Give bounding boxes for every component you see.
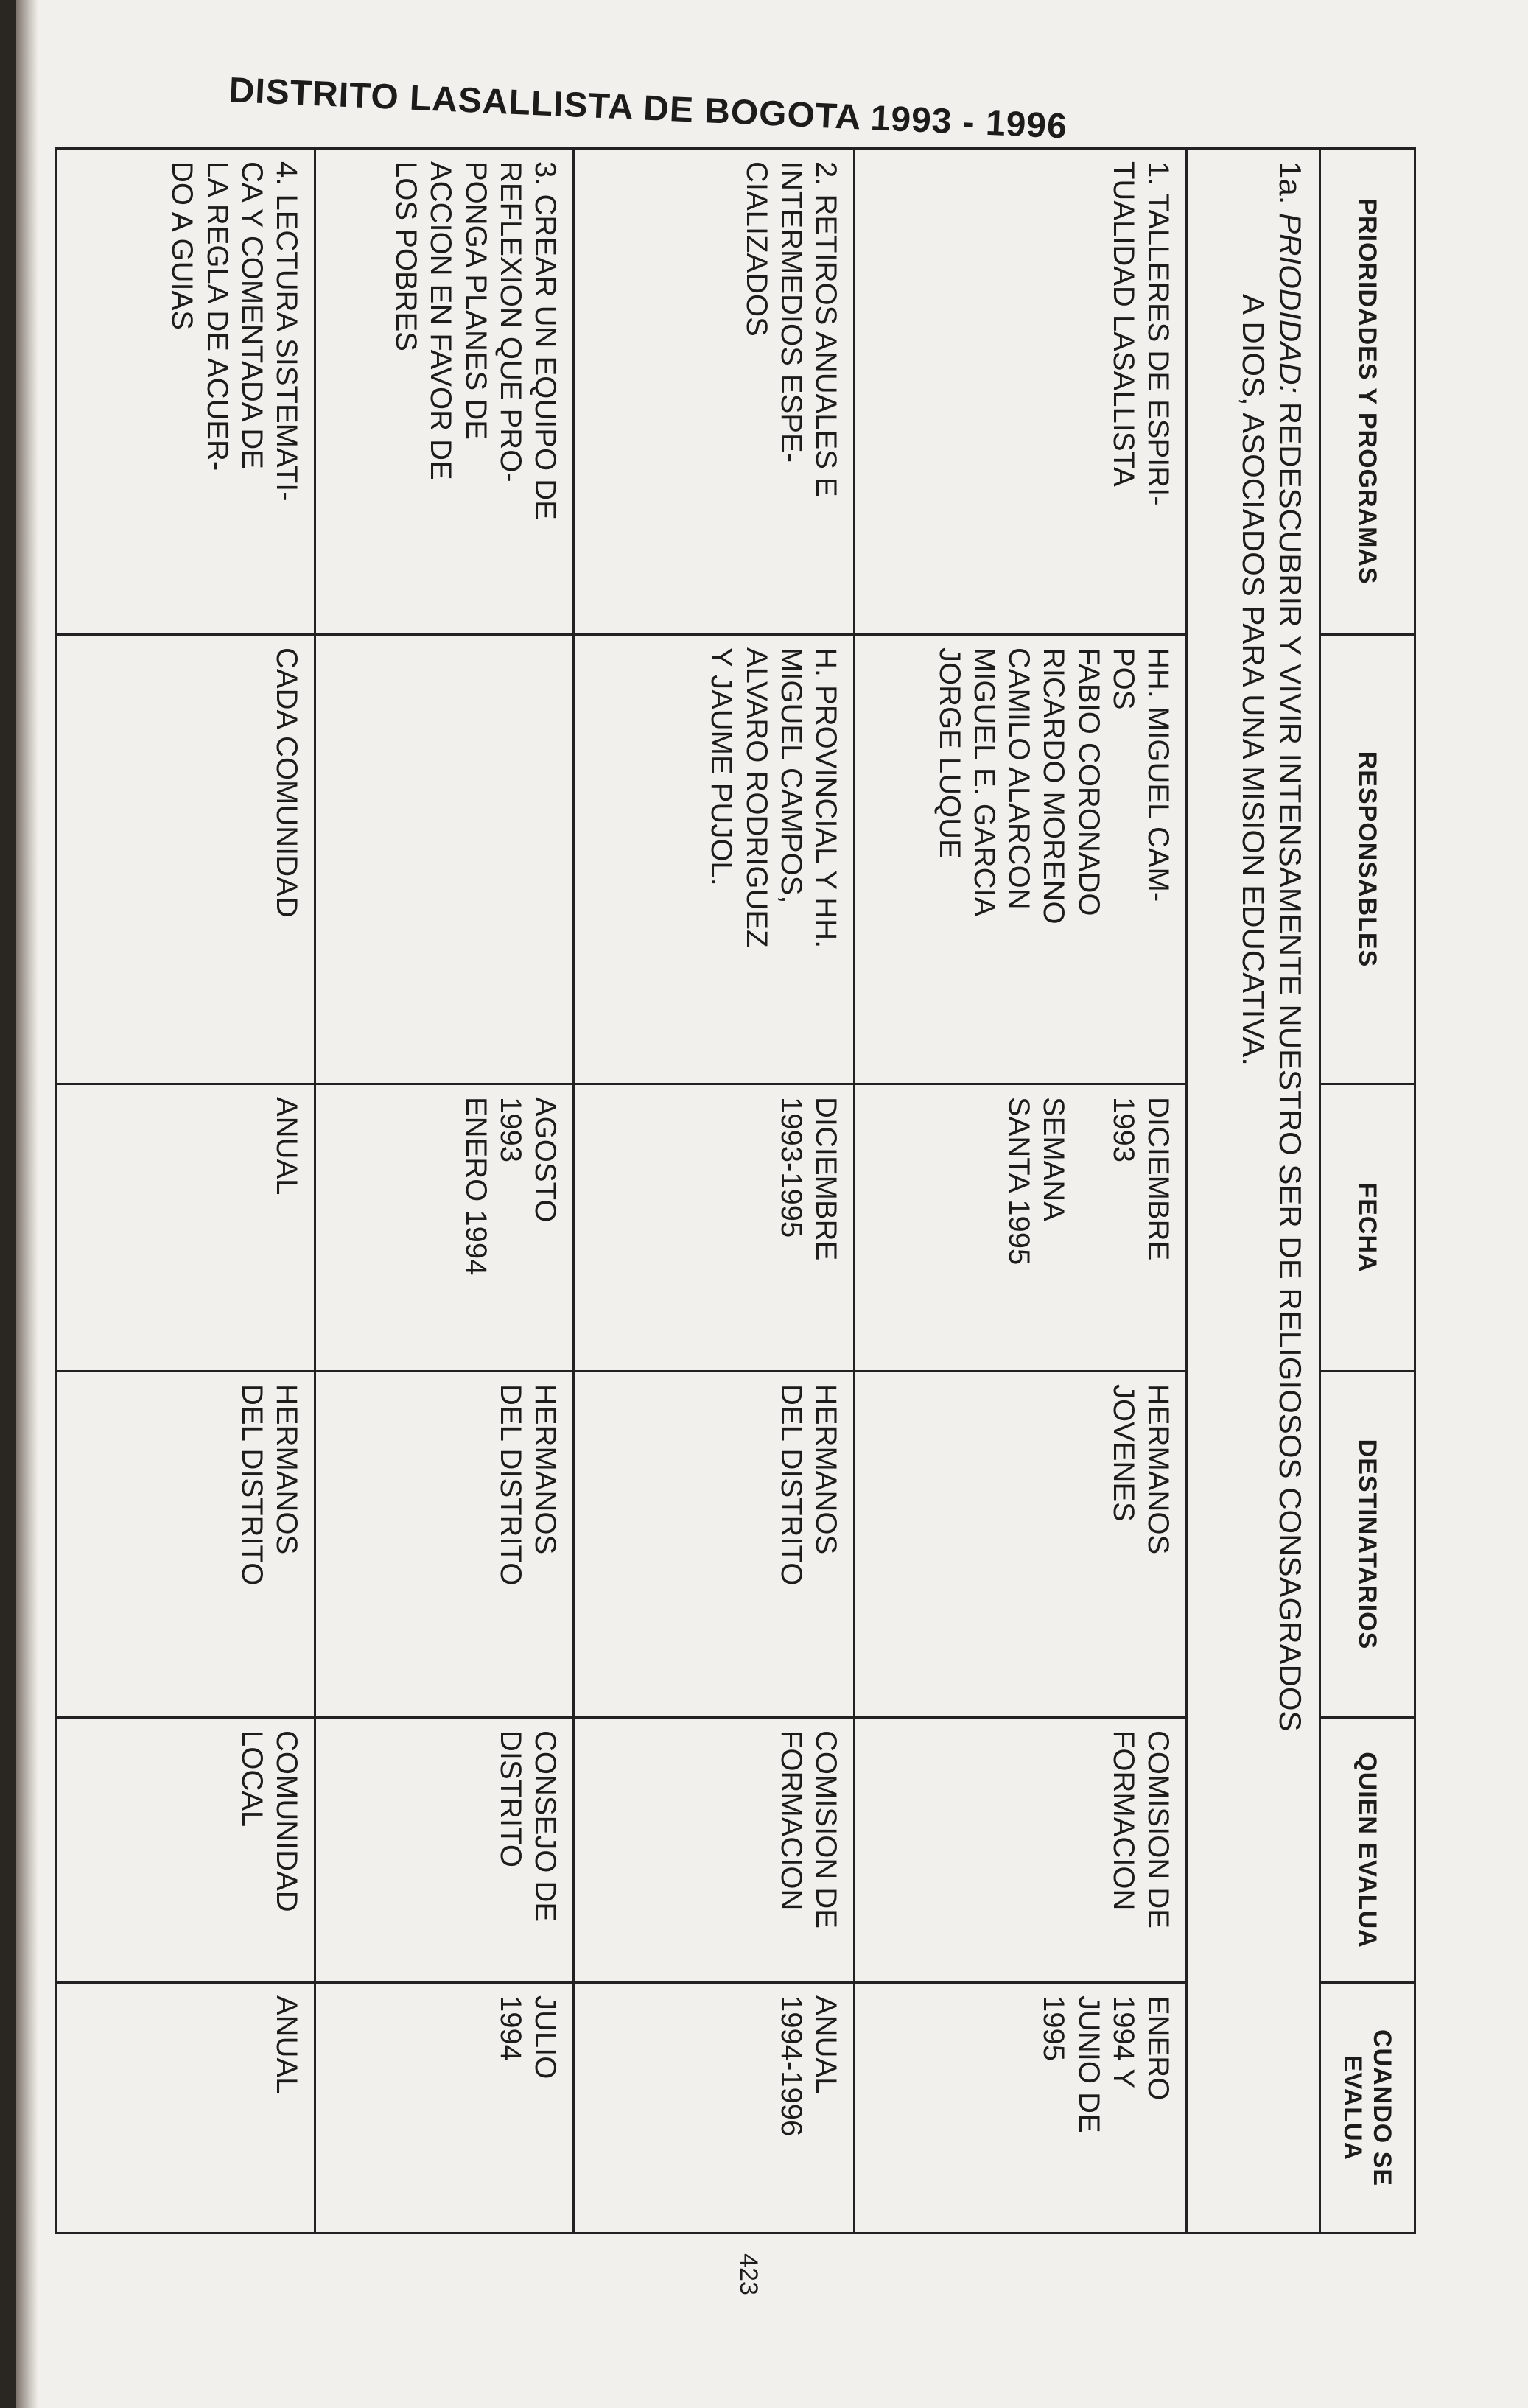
quien-evalua-cell: COMISION DE FORMACION — [855, 1718, 1187, 1983]
fecha-cell: AGOSTO 1993 ENERO 1994 — [315, 1084, 574, 1372]
cuando-evalua-cell: ANUAL — [57, 1983, 315, 2233]
quien-evalua-cell: COMUNIDAD LOCAL — [57, 1718, 315, 1983]
book-spine-shadow — [16, 0, 38, 2408]
table-row — [315, 149, 574, 2233]
quien-evalua-cell: COMISION DE FORMACION — [574, 1718, 855, 1983]
priority-text-line2: A DIOS, ASOCIADOS PARA UNA MISION EDUCATIVA. — [1236, 294, 1272, 1066]
fecha-cell: DICIEMBRE 1993-1995 — [574, 1084, 855, 1372]
book-page — [16, 0, 1528, 2408]
priority-row — [1187, 149, 1320, 2233]
header-fecha: FECHA — [1320, 1084, 1415, 1372]
header-quien-evalua: QUIEN EVALUA — [1320, 1718, 1415, 1983]
rotated-table-container — [83, 147, 1416, 2232]
responsables-cell: H. PROVINCIAL Y HH. MIGUEL CAMPOS, ALVARO RODRIGUEZ Y JAUME PUJOL. — [574, 635, 855, 1084]
destinatarios-cell: HERMANOS JOVENES — [855, 1372, 1187, 1718]
destinatarios-cell: HERMANOS DEL DISTRITO — [315, 1372, 574, 1718]
program-cell: 2. RETIROS ANUALES E INTERMEDIOS ESPE- CIALIZADOS — [574, 149, 855, 635]
responsables-cell: CADA COMUNIDAD — [57, 635, 315, 1084]
page-heading: DISTRITO LASALLISTA DE BOGOTA 1993 - 1996 — [228, 70, 1068, 147]
program-cell: 1. TALLERES DE ESPIRI- TUALIDAD LASALLISTA — [855, 149, 1187, 635]
header-responsables: RESPONSABLES — [1320, 635, 1415, 1084]
cuando-evalua-cell: ENERO 1994 Y JUNIO DE 1995 — [855, 1983, 1187, 2233]
header-programs: PRIORIDADES Y PROGRAMAS — [1320, 149, 1415, 635]
table-row — [574, 149, 855, 2233]
fecha-cell: ANUAL — [57, 1084, 315, 1372]
program-cell: 4. LECTURA SISTEMATI- CA Y COMENTADA DE LA REGLA DE ACUER- DO A GUIAS — [57, 149, 315, 635]
header-cuando-evalua: CUANDO SE EVALUA — [1320, 1983, 1415, 2233]
table-row — [57, 149, 315, 2233]
priority-text-line1: REDESCUBRIR Y VIVIR INTENSAMENTE NUESTRO SER DE RELIGIOSOS CONSAGRADOS — [1273, 401, 1308, 1732]
cuando-evalua-cell: ANUAL 1994-1996 — [574, 1983, 855, 2233]
page-number: 423 — [734, 2253, 763, 2295]
quien-evalua-cell: CONSEJO DE DISTRITO — [315, 1718, 574, 1983]
fecha-cell: DICIEMBRE 1993 SEMANA SANTA 1995 — [855, 1084, 1187, 1372]
table-row — [855, 149, 1187, 2233]
cuando-evalua-cell: JULIO 1994 — [315, 1983, 574, 2233]
destinatarios-cell: HERMANOS DEL DISTRITO — [57, 1372, 315, 1718]
table-header-row — [1320, 149, 1415, 2233]
priority-label: PRIODIDAD: — [1273, 213, 1308, 394]
responsables-cell: HH. MIGUEL CAM- POS FABIO CORONADO RICARDO MORENO CAMILO ALARCON MIGUEL E. GARCIA JORGE LUQUE — [855, 635, 1187, 1084]
program-cell: 3. CREAR UN EQUIPO DE REFLEXION QUE PRO- PONGA PLANES DE ACCION EN FAVOR DE LOS POBRES — [315, 149, 574, 635]
destinatarios-cell: HERMANOS DEL DISTRITO — [574, 1372, 855, 1718]
header-destinatarios: DESTINATARIOS — [1320, 1372, 1415, 1718]
priorities-table — [55, 147, 1416, 2234]
priority-number: 1a. — [1273, 161, 1308, 205]
responsables-cell — [315, 635, 574, 1084]
priority-cell — [1187, 149, 1320, 2233]
